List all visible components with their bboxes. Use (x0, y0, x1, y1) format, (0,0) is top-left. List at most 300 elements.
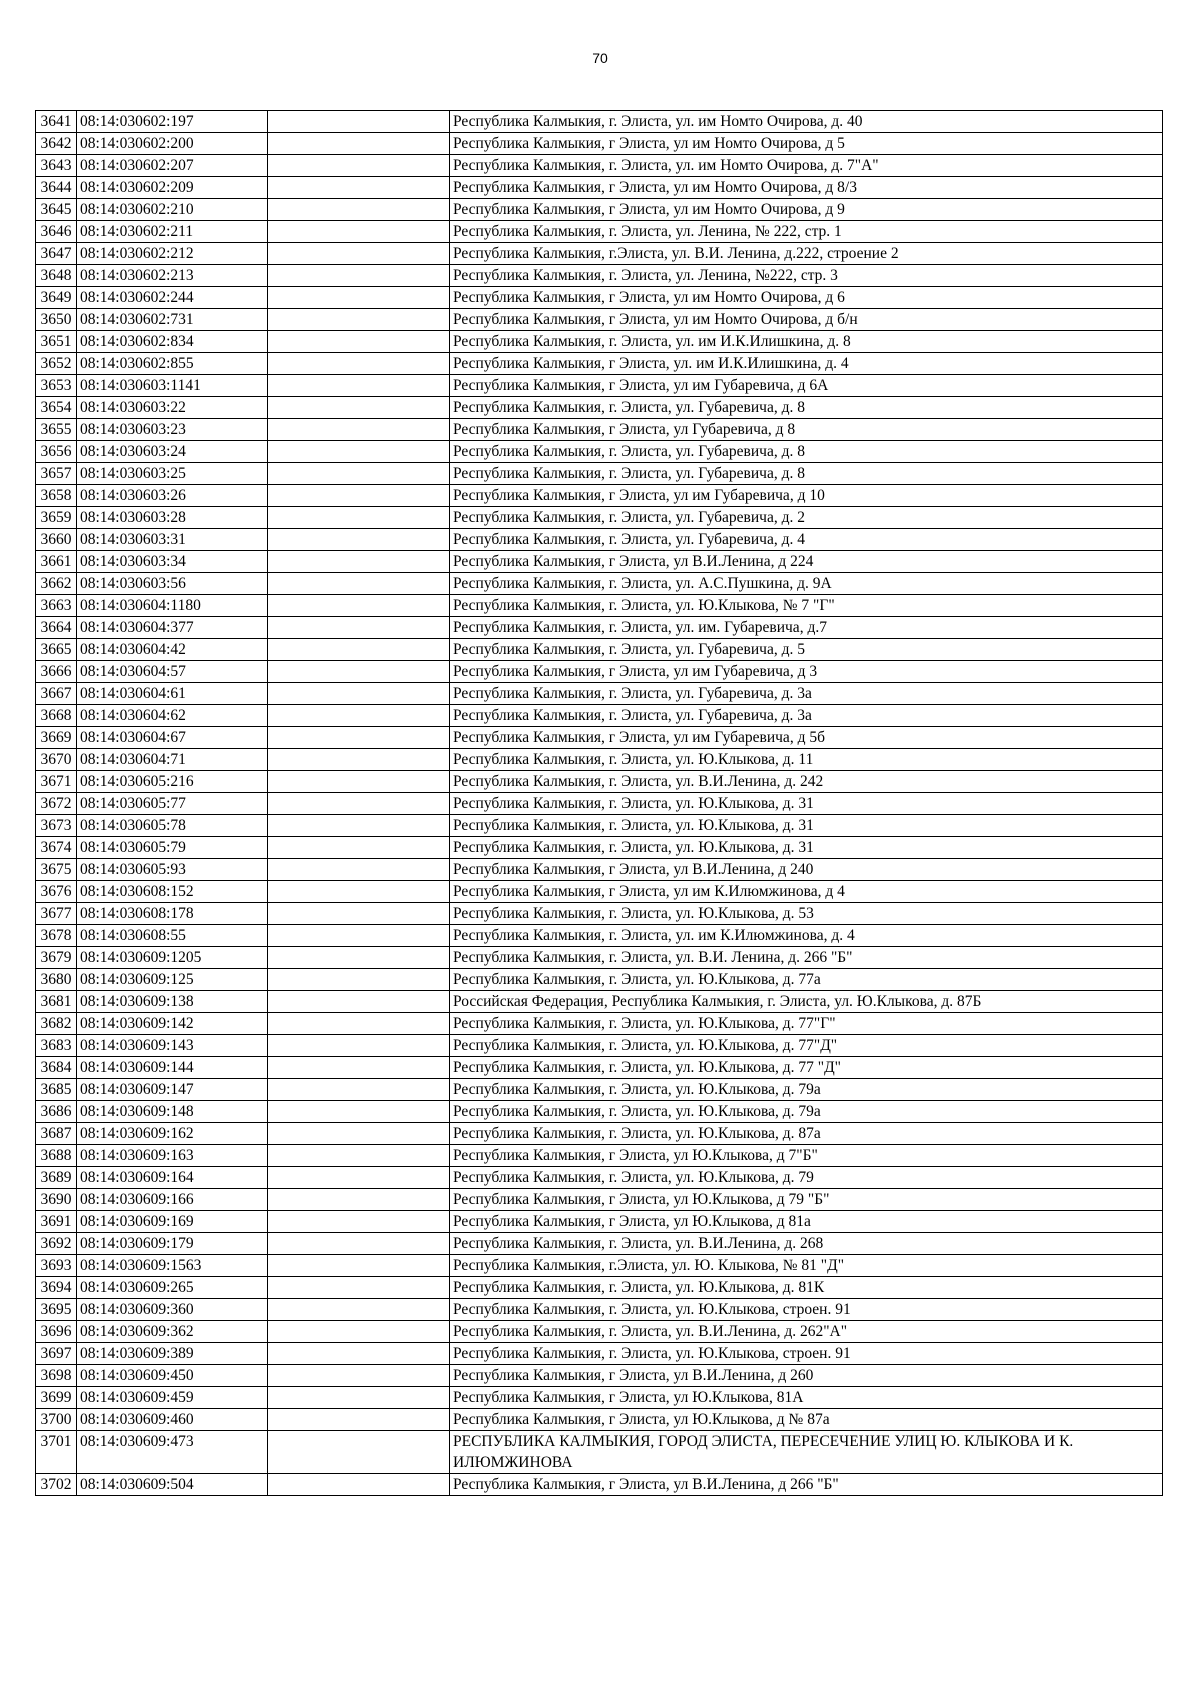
page-number: 70 (592, 50, 608, 66)
row-number-cell: 3698 (36, 1365, 77, 1387)
empty-cell (268, 705, 450, 727)
empty-cell (268, 639, 450, 661)
row-number-cell: 3667 (36, 683, 77, 705)
cadastral-number-cell: 08:14:030609:459 (77, 1387, 268, 1409)
table-row (36, 925, 1163, 947)
empty-cell (268, 595, 450, 617)
table-row (36, 155, 1163, 177)
table-row (36, 1189, 1163, 1211)
address-cell: Республика Калмыкия, г. Элиста, ул. В.И.Ленина, д. 242 (450, 771, 1163, 793)
address-cell: Республика Калмыкия, г Элиста, ул им К.Илюмжинова, д 4 (450, 881, 1163, 903)
cadastral-number-cell: 08:14:030609:166 (77, 1189, 268, 1211)
row-number-cell: 3655 (36, 419, 77, 441)
address-cell: Республика Калмыкия, г. Элиста, ул. Ю.Клыкова, д. 79а (450, 1079, 1163, 1101)
table-row (36, 837, 1163, 859)
table-row (36, 683, 1163, 705)
address-cell: Республика Калмыкия, г. Элиста, ул. им. Губаревича, д.7 (450, 617, 1163, 639)
address-cell: Республика Калмыкия, г. Элиста, ул. Губаревича, д. 2 (450, 507, 1163, 529)
row-number-cell: 3696 (36, 1321, 77, 1343)
row-number-cell: 3672 (36, 793, 77, 815)
row-number-cell: 3675 (36, 859, 77, 881)
cadastral-number-cell: 08:14:030602:210 (77, 199, 268, 221)
empty-cell (268, 1167, 450, 1189)
cadastral-number-cell: 08:14:030605:77 (77, 793, 268, 815)
address-cell: Республика Калмыкия, г. Элиста, ул. Губаревича, д. 3а (450, 705, 1163, 727)
row-number-cell: 3669 (36, 727, 77, 749)
empty-cell (268, 1409, 450, 1431)
empty-cell (268, 485, 450, 507)
table-row (36, 1145, 1163, 1167)
empty-cell (268, 749, 450, 771)
address-cell: РЕСПУБЛИКА КАЛМЫКИЯ, ГОРОД ЭЛИСТА, ПЕРЕСЕЧЕНИЕ УЛИЦ Ю. КЛЫКОВА И К. ИЛЮМЖИНОВА (450, 1431, 1163, 1474)
address-cell: Республика Калмыкия, г Элиста, ул им Губаревича, д 10 (450, 485, 1163, 507)
address-cell: Республика Калмыкия, г. Элиста, ул. В.И.Ленина, д. 262"А" (450, 1321, 1163, 1343)
row-number-cell: 3683 (36, 1035, 77, 1057)
address-cell: Республика Калмыкия, г. Элиста, ул. Ю.Клыкова, д. 79а (450, 1101, 1163, 1123)
address-cell: Республика Калмыкия, г Элиста, ул им Номто Очирова, д 6 (450, 287, 1163, 309)
cadastral-number-cell: 08:14:030604:42 (77, 639, 268, 661)
address-cell: Республика Калмыкия, г. Элиста, ул. Ленина, №222, стр. 3 (450, 265, 1163, 287)
row-number-cell: 3682 (36, 1013, 77, 1035)
registry-table-body (36, 111, 1163, 1496)
cadastral-number-cell: 08:14:030603:22 (77, 397, 268, 419)
empty-cell (268, 947, 450, 969)
empty-cell (268, 969, 450, 991)
address-cell: Республика Калмыкия, г. Элиста, ул. Ю.Клыкова, д. 77 "Д" (450, 1057, 1163, 1079)
empty-cell (268, 771, 450, 793)
row-number-cell: 3688 (36, 1145, 77, 1167)
cadastral-number-cell: 08:14:030602:244 (77, 287, 268, 309)
row-number-cell: 3699 (36, 1387, 77, 1409)
empty-cell (268, 1321, 450, 1343)
address-cell: Республика Калмыкия, г Элиста, ул им Номто Очирова, д б/н (450, 309, 1163, 331)
row-number-cell: 3660 (36, 529, 77, 551)
table-row (36, 133, 1163, 155)
address-cell: Республика Калмыкия, г. Элиста, ул. Ю.Клыкова, д. 87а (450, 1123, 1163, 1145)
row-number-cell: 3657 (36, 463, 77, 485)
address-cell: Республика Калмыкия, г. Элиста, ул. им Номто Очирова, д. 40 (450, 111, 1163, 133)
row-number-cell: 3647 (36, 243, 77, 265)
empty-cell (268, 243, 450, 265)
cadastral-number-cell: 08:14:030602:211 (77, 221, 268, 243)
empty-cell (268, 837, 450, 859)
row-number-cell: 3650 (36, 309, 77, 331)
cadastral-number-cell: 08:14:030609:1563 (77, 1255, 268, 1277)
address-cell: Республика Калмыкия, г Элиста, ул им Губаревича, д 6А (450, 375, 1163, 397)
address-cell: Республика Калмыкия, г. Элиста, ул. Губаревича, д. 8 (450, 463, 1163, 485)
empty-cell (268, 1474, 450, 1496)
address-cell: Республика Калмыкия, г Элиста, ул Ю.Клыкова, д 79 "Б" (450, 1189, 1163, 1211)
cadastral-number-cell: 08:14:030603:23 (77, 419, 268, 441)
empty-cell (268, 529, 450, 551)
empty-cell (268, 683, 450, 705)
table-row (36, 441, 1163, 463)
table-row (36, 331, 1163, 353)
empty-cell (268, 1189, 450, 1211)
row-number-cell: 3658 (36, 485, 77, 507)
table-row (36, 815, 1163, 837)
empty-cell (268, 287, 450, 309)
cadastral-number-cell: 08:14:030605:216 (77, 771, 268, 793)
address-cell: Республика Калмыкия, г Элиста, ул В.И.Ленина, д 240 (450, 859, 1163, 881)
row-number-cell: 3654 (36, 397, 77, 419)
cadastral-number-cell: 08:14:030604:57 (77, 661, 268, 683)
cadastral-number-cell: 08:14:030603:31 (77, 529, 268, 551)
table-row (36, 243, 1163, 265)
cadastral-number-cell: 08:14:030602:197 (77, 111, 268, 133)
row-number-cell: 3673 (36, 815, 77, 837)
address-cell: Республика Калмыкия, г. Элиста, ул. Ю.Клыкова, д. 77"Г" (450, 1013, 1163, 1035)
row-number-cell: 3642 (36, 133, 77, 155)
empty-cell (268, 661, 450, 683)
empty-cell (268, 573, 450, 595)
table-row (36, 617, 1163, 639)
address-cell: Республика Калмыкия, г. Элиста, ул. Ю.Клыкова, № 7 "Г" (450, 595, 1163, 617)
row-number-cell: 3694 (36, 1277, 77, 1299)
empty-cell (268, 507, 450, 529)
empty-cell (268, 1211, 450, 1233)
row-number-cell: 3652 (36, 353, 77, 375)
cadastral-number-cell: 08:14:030609:389 (77, 1343, 268, 1365)
table-row (36, 265, 1163, 287)
address-cell: Республика Калмыкия, г Элиста, ул Ю.Клыкова, д 7"Б" (450, 1145, 1163, 1167)
empty-cell (268, 991, 450, 1013)
empty-cell (268, 1123, 450, 1145)
table-row (36, 1387, 1163, 1409)
empty-cell (268, 1079, 450, 1101)
empty-cell (268, 221, 450, 243)
address-cell: Республика Калмыкия, г Элиста, ул Губаревича, д 8 (450, 419, 1163, 441)
table-row (36, 1167, 1163, 1189)
row-number-cell: 3686 (36, 1101, 77, 1123)
empty-cell (268, 155, 450, 177)
empty-cell (268, 859, 450, 881)
table-row (36, 529, 1163, 551)
row-number-cell: 3643 (36, 155, 77, 177)
empty-cell (268, 1013, 450, 1035)
cadastral-number-cell: 08:14:030604:62 (77, 705, 268, 727)
address-cell: Республика Калмыкия, г. Элиста, ул. Ю.Клыкова, строен. 91 (450, 1343, 1163, 1365)
cadastral-number-cell: 08:14:030609:163 (77, 1145, 268, 1167)
cadastral-number-cell: 08:14:030608:55 (77, 925, 268, 947)
empty-cell (268, 1299, 450, 1321)
table-row (36, 1409, 1163, 1431)
row-number-cell: 3656 (36, 441, 77, 463)
cadastral-number-cell: 08:14:030609:147 (77, 1079, 268, 1101)
table-row (36, 1299, 1163, 1321)
table-row (36, 419, 1163, 441)
table-row (36, 221, 1163, 243)
property-registry-table (35, 110, 1163, 1496)
row-number-cell: 3697 (36, 1343, 77, 1365)
empty-cell (268, 1255, 450, 1277)
empty-cell (268, 133, 450, 155)
row-number-cell: 3679 (36, 947, 77, 969)
row-number-cell: 3665 (36, 639, 77, 661)
empty-cell (268, 551, 450, 573)
row-number-cell: 3663 (36, 595, 77, 617)
table-row (36, 595, 1163, 617)
row-number-cell: 3691 (36, 1211, 77, 1233)
row-number-cell: 3689 (36, 1167, 77, 1189)
address-cell: Республика Калмыкия, г. Элиста, ул. В.И. Ленина, д. 266 "Б" (450, 947, 1163, 969)
cadastral-number-cell: 08:14:030604:61 (77, 683, 268, 705)
empty-cell (268, 375, 450, 397)
cadastral-number-cell: 08:14:030609:143 (77, 1035, 268, 1057)
cadastral-number-cell: 08:14:030609:504 (77, 1474, 268, 1496)
cadastral-number-cell: 08:14:030609:162 (77, 1123, 268, 1145)
table-row (36, 727, 1163, 749)
address-cell: Республика Калмыкия, г. Элиста, ул. им К.Илюмжинова, д. 4 (450, 925, 1163, 947)
address-cell: Республика Калмыкия, г Элиста, ул В.И.Ленина, д 224 (450, 551, 1163, 573)
cadastral-number-cell: 08:14:030604:67 (77, 727, 268, 749)
table-row (36, 1343, 1163, 1365)
address-cell: Республика Калмыкия, г. Элиста, ул. Ю.Клыкова, строен. 91 (450, 1299, 1163, 1321)
cadastral-number-cell: 08:14:030603:24 (77, 441, 268, 463)
row-number-cell: 3648 (36, 265, 77, 287)
cadastral-number-cell: 08:14:030609:450 (77, 1365, 268, 1387)
cadastral-number-cell: 08:14:030603:34 (77, 551, 268, 573)
cadastral-number-cell: 08:14:030609:179 (77, 1233, 268, 1255)
empty-cell (268, 1145, 450, 1167)
empty-cell (268, 265, 450, 287)
empty-cell (268, 353, 450, 375)
empty-cell (268, 441, 450, 463)
row-number-cell: 3701 (36, 1431, 77, 1474)
table-row (36, 309, 1163, 331)
row-number-cell: 3674 (36, 837, 77, 859)
table-row (36, 991, 1163, 1013)
cadastral-number-cell: 08:14:030602:207 (77, 155, 268, 177)
address-cell: Республика Калмыкия, г. Элиста, ул. Губаревича, д. 5 (450, 639, 1163, 661)
address-cell: Республика Калмыкия, г Элиста, ул В.И.Ленина, д 260 (450, 1365, 1163, 1387)
address-cell: Республика Калмыкия, г.Элиста, ул. Ю. Клыкова, № 81 "Д" (450, 1255, 1163, 1277)
address-cell: Республика Калмыкия, г. Элиста, ул. Губаревича, д. 8 (450, 397, 1163, 419)
cadastral-number-cell: 08:14:030604:1180 (77, 595, 268, 617)
cadastral-number-cell: 08:14:030602:834 (77, 331, 268, 353)
table-row (36, 639, 1163, 661)
cadastral-number-cell: 08:14:030609:148 (77, 1101, 268, 1123)
cadastral-number-cell: 08:14:030604:377 (77, 617, 268, 639)
row-number-cell: 3695 (36, 1299, 77, 1321)
row-number-cell: 3678 (36, 925, 77, 947)
empty-cell (268, 1277, 450, 1299)
table-row (36, 353, 1163, 375)
address-cell: Республика Калмыкия, г. Элиста, ул. Ю.Клыкова, д. 81К (450, 1277, 1163, 1299)
row-number-cell: 3664 (36, 617, 77, 639)
empty-cell (268, 1343, 450, 1365)
row-number-cell: 3641 (36, 111, 77, 133)
table-row (36, 551, 1163, 573)
table-row (36, 485, 1163, 507)
empty-cell (268, 177, 450, 199)
address-cell: Республика Калмыкия, г. Элиста, ул. Губаревича, д. 3а (450, 683, 1163, 705)
address-cell: Республика Калмыкия, г Элиста, ул им Губаревича, д 3 (450, 661, 1163, 683)
table-row (36, 463, 1163, 485)
empty-cell (268, 815, 450, 837)
table-row (36, 1474, 1163, 1496)
table-row (36, 1079, 1163, 1101)
table-row (36, 1211, 1163, 1233)
row-number-cell: 3680 (36, 969, 77, 991)
empty-cell (268, 199, 450, 221)
empty-cell (268, 793, 450, 815)
row-number-cell: 3662 (36, 573, 77, 595)
cadastral-number-cell: 08:14:030609:138 (77, 991, 268, 1013)
row-number-cell: 3651 (36, 331, 77, 353)
address-cell: Республика Калмыкия, г. Элиста, ул. Ю.Клыкова, д. 31 (450, 793, 1163, 815)
table-row (36, 1431, 1163, 1474)
row-number-cell: 3687 (36, 1123, 77, 1145)
address-cell: Республика Калмыкия, г Элиста, ул В.И.Ленина, д 266 "Б" (450, 1474, 1163, 1496)
row-number-cell: 3653 (36, 375, 77, 397)
empty-cell (268, 881, 450, 903)
table-row (36, 507, 1163, 529)
cadastral-number-cell: 08:14:030609:360 (77, 1299, 268, 1321)
empty-cell (268, 419, 450, 441)
address-cell: Республика Калмыкия, г Элиста, ул Ю.Клыкова, 81А (450, 1387, 1163, 1409)
cadastral-number-cell: 08:14:030602:213 (77, 265, 268, 287)
table-row (36, 199, 1163, 221)
table-row (36, 903, 1163, 925)
address-cell: Республика Калмыкия, г Элиста, ул Ю.Клыкова, д № 87а (450, 1409, 1163, 1431)
empty-cell (268, 1365, 450, 1387)
table-row (36, 1035, 1163, 1057)
cadastral-number-cell: 08:14:030602:212 (77, 243, 268, 265)
table-row (36, 1321, 1163, 1343)
cadastral-number-cell: 08:14:030609:460 (77, 1409, 268, 1431)
table-row (36, 1123, 1163, 1145)
row-number-cell: 3645 (36, 199, 77, 221)
cadastral-number-cell: 08:14:030609:169 (77, 1211, 268, 1233)
table-row (36, 859, 1163, 881)
address-cell: Республика Калмыкия, г. Элиста, ул. Ю.Клыкова, д. 31 (450, 837, 1163, 859)
empty-cell (268, 617, 450, 639)
row-number-cell: 3700 (36, 1409, 77, 1431)
address-cell: Республика Калмыкия, г. Элиста, ул. Ю.Клыкова, д. 11 (450, 749, 1163, 771)
cadastral-number-cell: 08:14:030602:200 (77, 133, 268, 155)
row-number-cell: 3690 (36, 1189, 77, 1211)
table-row (36, 969, 1163, 991)
address-cell: Республика Калмыкия, г Элиста, ул им Губаревича, д 5б (450, 727, 1163, 749)
empty-cell (268, 331, 450, 353)
row-number-cell: 3649 (36, 287, 77, 309)
cadastral-number-cell: 08:14:030602:731 (77, 309, 268, 331)
empty-cell (268, 1035, 450, 1057)
row-number-cell: 3661 (36, 551, 77, 573)
cadastral-number-cell: 08:14:030609:265 (77, 1277, 268, 1299)
empty-cell (268, 1233, 450, 1255)
row-number-cell: 3681 (36, 991, 77, 1013)
address-cell: Республика Калмыкия, г Элиста, ул им Номто Очирова, д 9 (450, 199, 1163, 221)
row-number-cell: 3692 (36, 1233, 77, 1255)
table-row (36, 947, 1163, 969)
cadastral-number-cell: 08:14:030605:78 (77, 815, 268, 837)
row-number-cell: 3693 (36, 1255, 77, 1277)
row-number-cell: 3676 (36, 881, 77, 903)
address-cell: Российская Федерация, Республика Калмыкия, г. Элиста, ул. Ю.Клыкова, д. 87Б (450, 991, 1163, 1013)
cadastral-number-cell: 08:14:030603:56 (77, 573, 268, 595)
row-number-cell: 3668 (36, 705, 77, 727)
cadastral-number-cell: 08:14:030602:209 (77, 177, 268, 199)
table-row (36, 1101, 1163, 1123)
cadastral-number-cell: 08:14:030609:142 (77, 1013, 268, 1035)
address-cell: Республика Калмыкия, г. Элиста, ул. Ю.Клыкова, д. 77а (450, 969, 1163, 991)
table-row (36, 661, 1163, 683)
table-row (36, 1013, 1163, 1035)
cadastral-number-cell: 08:14:030609:473 (77, 1431, 268, 1474)
cadastral-number-cell: 08:14:030604:71 (77, 749, 268, 771)
table-row (36, 771, 1163, 793)
cadastral-number-cell: 08:14:030609:164 (77, 1167, 268, 1189)
address-cell: Республика Калмыкия, г. Элиста, ул. Ю.Клыкова, д. 79 (450, 1167, 1163, 1189)
cadastral-number-cell: 08:14:030603:1141 (77, 375, 268, 397)
row-number-cell: 3644 (36, 177, 77, 199)
cadastral-number-cell: 08:14:030609:1205 (77, 947, 268, 969)
address-cell: Республика Калмыкия, г. Элиста, ул. Ю.Клыкова, д. 77"Д" (450, 1035, 1163, 1057)
address-cell: Республика Калмыкия, г Элиста, ул Ю.Клыкова, д 81а (450, 1211, 1163, 1233)
address-cell: Республика Калмыкия, г. Элиста, ул. Губаревича, д. 8 (450, 441, 1163, 463)
cadastral-number-cell: 08:14:030609:125 (77, 969, 268, 991)
row-number-cell: 3702 (36, 1474, 77, 1496)
cadastral-number-cell: 08:14:030605:93 (77, 859, 268, 881)
empty-cell (268, 727, 450, 749)
table-row (36, 111, 1163, 133)
table-row (36, 573, 1163, 595)
cadastral-number-cell: 08:14:030608:152 (77, 881, 268, 903)
row-number-cell: 3684 (36, 1057, 77, 1079)
empty-cell (268, 397, 450, 419)
table-row (36, 1255, 1163, 1277)
table-row (36, 881, 1163, 903)
row-number-cell: 3671 (36, 771, 77, 793)
empty-cell (268, 903, 450, 925)
row-number-cell: 3685 (36, 1079, 77, 1101)
table-row (36, 1365, 1163, 1387)
row-number-cell: 3677 (36, 903, 77, 925)
cadastral-number-cell: 08:14:030603:28 (77, 507, 268, 529)
empty-cell (268, 1431, 450, 1474)
cadastral-number-cell: 08:14:030609:362 (77, 1321, 268, 1343)
table-row (36, 287, 1163, 309)
table-row (36, 1233, 1163, 1255)
empty-cell (268, 1101, 450, 1123)
table-row (36, 397, 1163, 419)
empty-cell (268, 463, 450, 485)
address-cell: Республика Калмыкия, г. Элиста, ул. Ю.Клыкова, д. 31 (450, 815, 1163, 837)
empty-cell (268, 309, 450, 331)
row-number-cell: 3659 (36, 507, 77, 529)
address-cell: Республика Калмыкия, г. Элиста, ул. Ленина, № 222, стр. 1 (450, 221, 1163, 243)
row-number-cell: 3670 (36, 749, 77, 771)
table-row (36, 177, 1163, 199)
empty-cell (268, 925, 450, 947)
cadastral-number-cell: 08:14:030605:79 (77, 837, 268, 859)
address-cell: Республика Калмыкия, г. Элиста, ул. А.С.Пушкина, д. 9А (450, 573, 1163, 595)
address-cell: Республика Калмыкия, г.Элиста, ул. В.И. Ленина, д.222, строение 2 (450, 243, 1163, 265)
address-cell: Республика Калмыкия, г Элиста, ул им Номто Очирова, д 8/3 (450, 177, 1163, 199)
cadastral-number-cell: 08:14:030603:26 (77, 485, 268, 507)
empty-cell (268, 1057, 450, 1079)
table-row (36, 1277, 1163, 1299)
table-row (36, 375, 1163, 397)
address-cell: Республика Калмыкия, г Элиста, ул им Номто Очирова, д 5 (450, 133, 1163, 155)
table-row (36, 793, 1163, 815)
address-cell: Республика Калмыкия, г Элиста, ул. им И.К.Илишкина, д. 4 (450, 353, 1163, 375)
cadastral-number-cell: 08:14:030609:144 (77, 1057, 268, 1079)
address-cell: Республика Калмыкия, г. Элиста, ул. им Номто Очирова, д. 7"А" (450, 155, 1163, 177)
cadastral-number-cell: 08:14:030602:855 (77, 353, 268, 375)
